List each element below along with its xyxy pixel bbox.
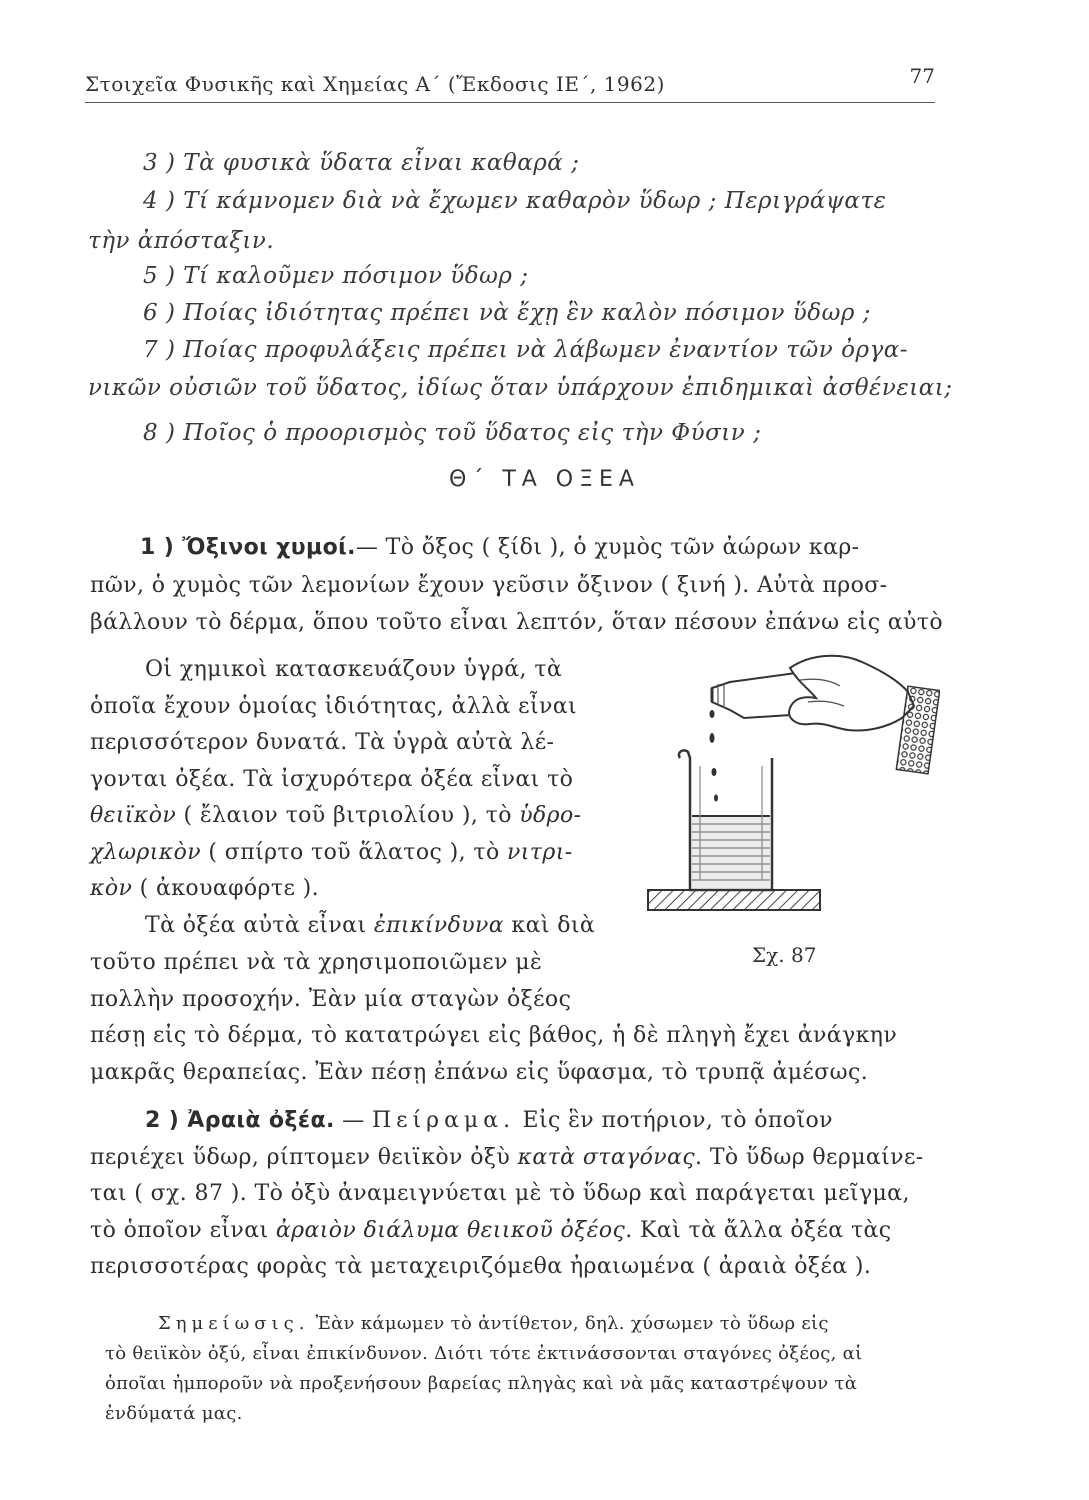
text-segment: —	[334, 1108, 372, 1133]
text-segment: ( σπίρτο τοῦ ἅλατος ), τὸ	[201, 840, 507, 865]
text-segment: . Καὶ τὰ ἄλλα ὀξέα τὰς	[625, 1218, 892, 1243]
section1-para2-line6	[90, 840, 573, 865]
text-segment: καὶ διὰ	[504, 913, 596, 938]
term-chloric: χλωρικὸν	[90, 840, 202, 865]
text-segment: ( ἔλαιον τοῦ βιτριολίου ), τὸ	[176, 803, 520, 828]
page-number: 77	[909, 64, 935, 88]
section2-line2	[90, 1145, 924, 1170]
section2-line3: ται ( σχ. 87 ). Τὸ ὀξὺ ἀναμειγνύεται μὲ τὸ ὕδωρ καὶ παράγεται μεῖγμα,	[90, 1181, 910, 1206]
note-line2: τὸ θειϊκὸν ὀξύ, εἶναι ἐπικίνδυνον. Διότι τότε ἐκτινάσσονται σταγόνες ὀξέος, αἱ	[105, 1343, 863, 1364]
term-nitric-end: κὸν	[90, 876, 133, 901]
figure-beaker-acid	[640, 640, 940, 920]
note-line3: ὁποῖαι ἠμποροῦν νὰ προξενήσουν βαρείας πληγὰς καὶ νὰ μᾶς καταστρέψουν τὰ	[105, 1373, 858, 1394]
section1-para2-line3: περισσότερον δυνατά. Τὰ ὑγρὰ αὐτὰ λέ-	[90, 730, 555, 755]
section1-para3-line3: πολλὴν προσοχήν. Ἐὰν μία σταγὼν ὀξέος	[90, 987, 572, 1012]
question-6: 6 ) Ποίας ἰδιότητας πρέπει νὰ ἔχῃ ἓν καλὸν πόσιμον ὕδωρ ;	[143, 300, 871, 326]
section2-line1	[145, 1108, 833, 1133]
question-4: 4 ) Τί κάμνομεν διὰ νὰ ἔχωμεν καθαρὸν ὕδωρ ; Περιγράψατε	[143, 188, 887, 214]
table-slab	[648, 890, 820, 910]
acid-drops	[710, 710, 719, 802]
section1-para3-line4: πέσῃ εἰς τὸ δέρμα, τὸ κατατρώγει εἰς βάθος, ἡ δὲ πληγὴ ἔχει ἀνάγκην	[90, 1023, 898, 1048]
term-dropwise: κατὰ σταγόνας	[517, 1145, 696, 1170]
question-5: 5 ) Τί καλοῦμεν πόσιμον ὕδωρ ;	[143, 263, 529, 289]
note-label: Σημείωσις.	[158, 1313, 310, 1334]
section1-para2-line5	[90, 803, 581, 828]
text-segment: τὸ ὁποῖον εἶναι	[90, 1218, 276, 1243]
question-7: 7 ) Ποίας προφυλάξεις πρέπει νὰ λάβωμεν ἐναντίον τῶν ὀργα-	[143, 337, 909, 363]
section1-para3-line1	[145, 913, 595, 938]
text-segment: Τὰ ὀξέα αὐτὰ εἶναι	[145, 913, 374, 938]
question-8: 8 ) Ποῖος ὁ προορισμὸς τοῦ ὕδατος εἰς τὴν Φύσιν ;	[143, 420, 762, 446]
figure-caption: Σχ. 87	[752, 943, 817, 967]
section1-para2-line2: ὁποῖα ἔχουν ὁμοίας ἰδιότητας, ἀλλὰ εἶναι	[90, 694, 578, 719]
note-line1	[158, 1313, 829, 1334]
section1-line2: πῶν, ὁ χυμὸς τῶν λεμονίων ἔχουν γεῦσιν ὄξινον ( ξινή ). Αὐτὰ προσ-	[90, 573, 888, 598]
section1-para2-line4: γονται ὀξέα. Τὰ ἰσχυρότερα ὀξέα εἶναι τὸ	[90, 767, 574, 792]
beaker	[679, 750, 772, 890]
section1-line3: βάλλουν τὸ δέρμα, ὅπου τοῦτο εἶναι λεπτόν, ὅταν πέσουν ἐπάνω εἰς αὐτὸ	[90, 610, 944, 635]
section2-heading: 2 ) Ἀραιὰ ὀξέα.	[145, 1108, 335, 1133]
section1-para2-line1: Οἱ χημικοὶ κατασκευάζουν ὑγρά, τὰ	[145, 657, 563, 682]
section1-para3-line2: τοῦτο πρέπει νὰ τὰ χρησιμοποιῶμεν μὲ	[90, 950, 543, 975]
section2-line4	[90, 1218, 892, 1243]
term-hydro: ὑδρο-	[519, 803, 582, 828]
text-segment: περιέχει ὕδωρ, ρίπτομεν θειϊκὸν ὀξὺ	[90, 1145, 518, 1170]
section1-para3-line5: μακρᾶς θεραπείας. Ἐὰν πέσῃ ἐπάνω εἰς ὕφασμα, τὸ τρυπᾷ ἀμέσως.	[90, 1060, 869, 1085]
section1-line1	[140, 535, 860, 560]
term-dangerous: ἐπικίνδυνα	[373, 913, 505, 938]
question-3: 3 ) Τὰ φυσικὰ ὕδατα εἶναι καθαρά ;	[143, 150, 580, 176]
question-7-continued: νικῶν οὐσιῶν τοῦ ὕδατος, ἰδίως ὅταν ὑπάρχουν ἐπιδημικαὶ ἀσθένειαι;	[88, 375, 953, 401]
chapter-title: Θ΄ ΤΑ ΟΞΕΑ	[449, 467, 640, 492]
term-dilute-solution: ἀραιὸν διάλυμα θειικοῦ ὀξέος	[275, 1218, 626, 1243]
running-head: Στοιχεῖα Φυσικῆς καὶ Χημείας Α΄ (Ἔκδοσις ΙΕ΄, 1962)	[85, 72, 665, 96]
section1-heading: 1 ) Ὄξινοι χυμοί.	[140, 535, 356, 560]
question-4-continued: τὴν ἀπόσταξιν.	[88, 228, 275, 254]
section1-para2-line7	[90, 876, 319, 901]
section2-line5: περισσοτέρας φορὰς τὰ μεταχειριζόμεθα ἠραιωμένα ( ἀραιὰ ὀξέα ).	[90, 1254, 872, 1279]
page-header	[85, 62, 935, 103]
text-segment: . Τὸ ὕδωρ θερμαίνε-	[695, 1145, 924, 1170]
text-segment: Ἐὰν κάμωμεν τὸ ἀντίθετον, δηλ. χύσωμεν τὸ ὕδωρ εἰς	[309, 1313, 829, 1334]
note-line4: ἐνδύματά μας.	[105, 1403, 243, 1424]
text-segment: Εἰς ἓν ποτήριον, τὸ ὁποῖον	[515, 1108, 833, 1133]
text-segment: ( ἀκουαφόρτε ).	[132, 876, 320, 901]
term-sulfuric: θειϊκὸν	[90, 803, 177, 828]
term-nitric: νιτρι-	[507, 840, 573, 865]
section1-line1-text: — Τὸ ὄξος ( ξίδι ), ὁ χυμὸς τῶν ἀώρων καρ-	[355, 535, 860, 560]
experiment-label: Πείραμα.	[371, 1108, 516, 1133]
